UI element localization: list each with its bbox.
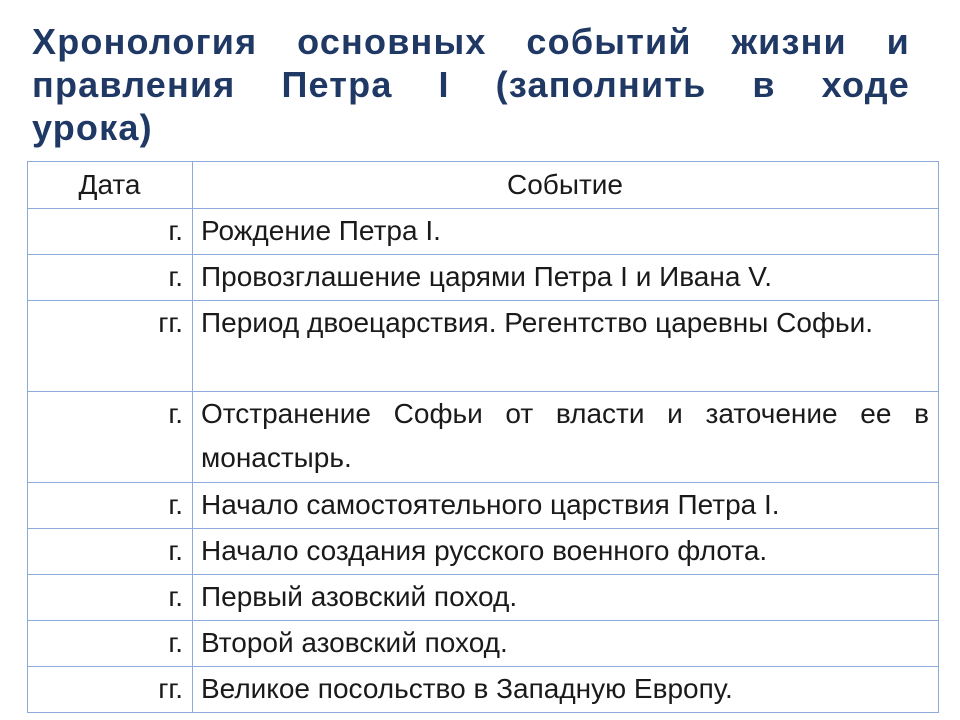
event-cell: Рождение Петра I. — [193, 209, 939, 255]
date-cell: г. — [28, 392, 193, 483]
event-cell: Период двоецарствия. Регентство царевны Софьи. — [193, 301, 939, 392]
chronology-table — [27, 161, 939, 713]
date-cell: г. — [28, 255, 193, 301]
header-date: Дата — [28, 162, 193, 209]
table-row — [28, 529, 939, 575]
event-cell: Начало самостоятельного царствия Петра I. — [193, 483, 939, 529]
table-row — [28, 255, 939, 301]
event-cell: Отстранение Софьи от власти и заточение ее в монастырь. — [193, 392, 939, 483]
table-row — [28, 392, 939, 483]
table-header-row — [28, 162, 939, 209]
table-row — [28, 483, 939, 529]
event-cell: Второй азовский поход. — [193, 621, 939, 667]
event-cell: Провозглашение царями Петра I и Ивана V. — [193, 255, 939, 301]
page-title: Хронология основных событий жизни и правления Петра I (заполнить в ходе урока) — [32, 21, 910, 148]
date-cell: г. — [28, 575, 193, 621]
event-cell: Начало создания русского военного флота. — [193, 529, 939, 575]
event-cell: Великое посольство в Западную Европу. — [193, 667, 939, 713]
table-row — [28, 575, 939, 621]
table-row — [28, 301, 939, 392]
header-event: Событие — [193, 162, 939, 209]
date-cell: г. — [28, 483, 193, 529]
table-row — [28, 209, 939, 255]
date-cell: г. — [28, 529, 193, 575]
table-row — [28, 621, 939, 667]
date-cell: г. — [28, 209, 193, 255]
date-cell: гг. — [28, 667, 193, 713]
event-cell: Первый азовский поход. — [193, 575, 939, 621]
table-row — [28, 667, 939, 713]
date-cell: г. — [28, 621, 193, 667]
date-cell: гг. — [28, 301, 193, 392]
